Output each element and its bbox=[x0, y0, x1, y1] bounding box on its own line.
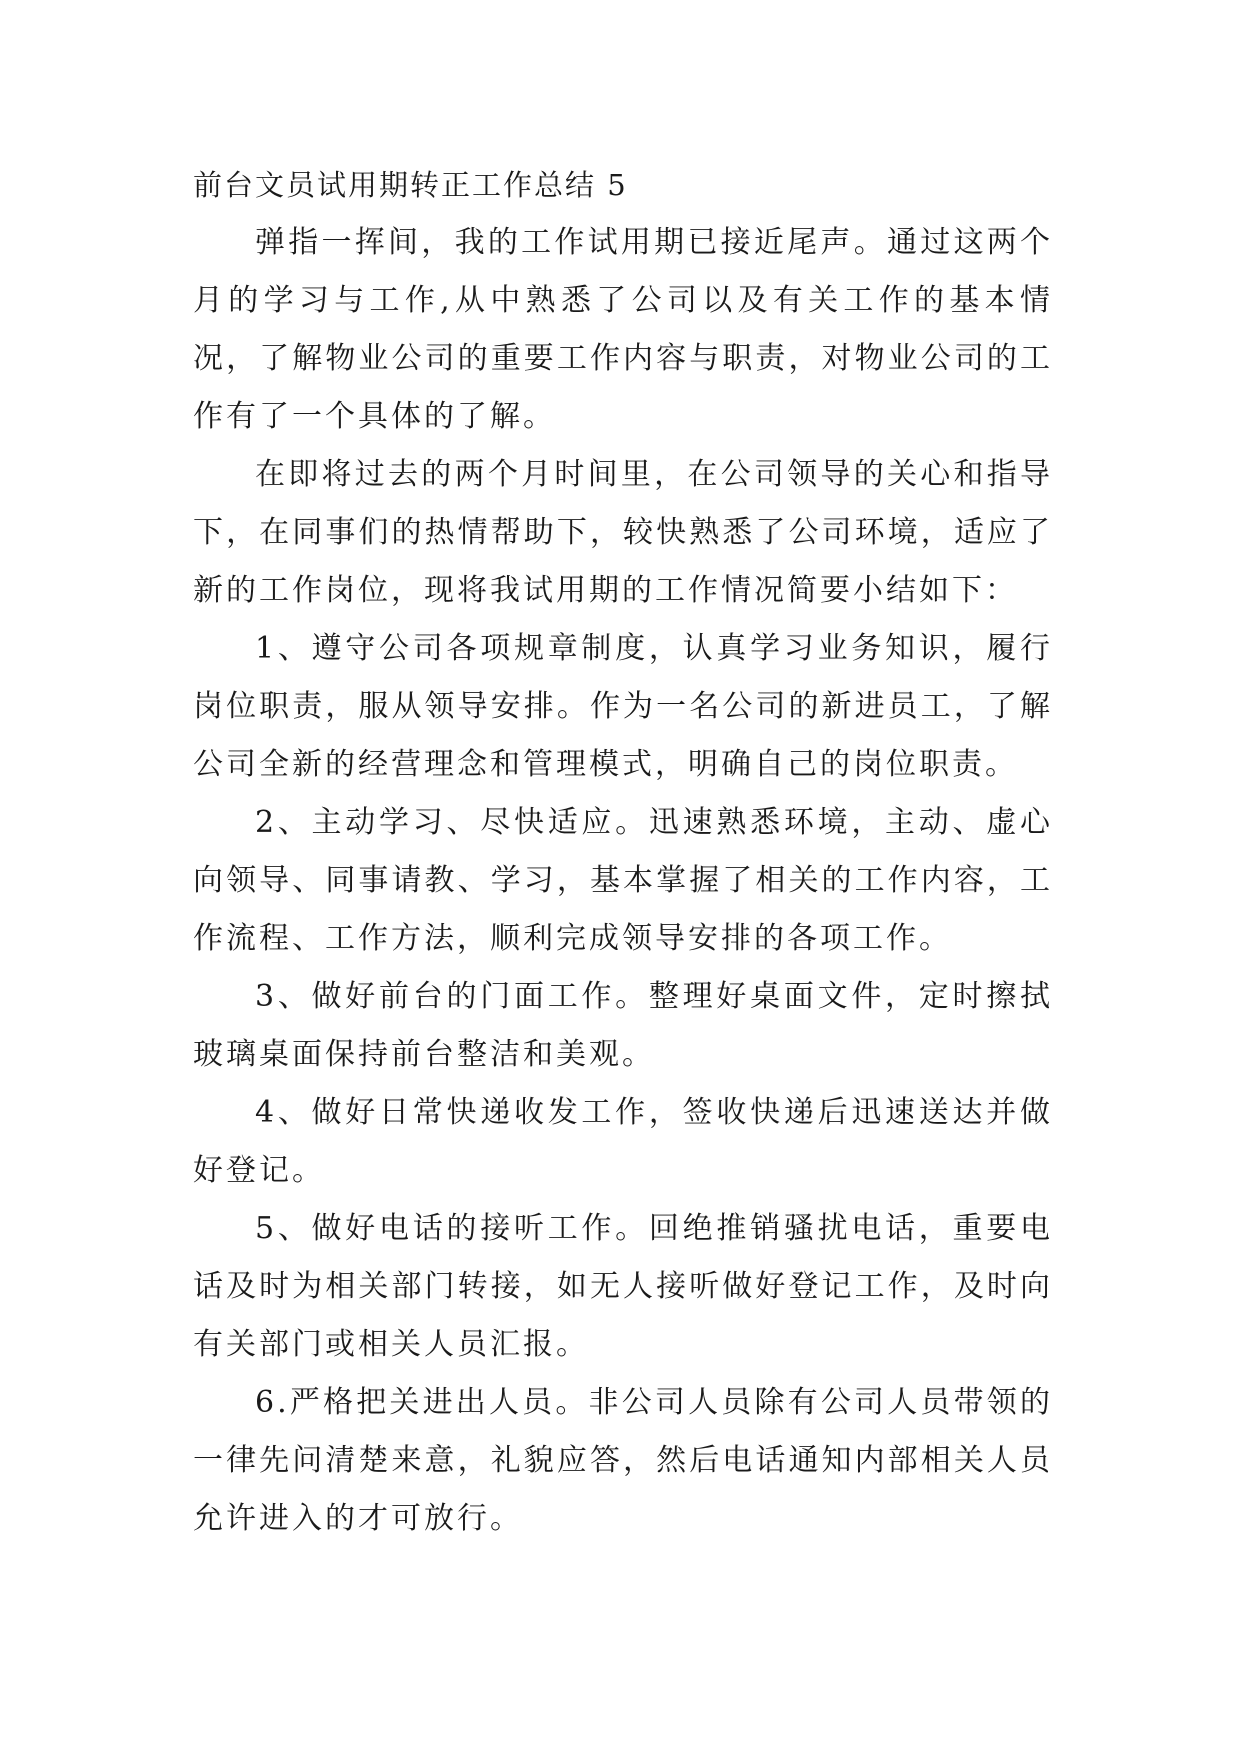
paragraph-item-4: 4、做好日常快递收发工作，签收快递后迅速送达并做好登记。 bbox=[193, 1095, 1053, 1188]
paragraph-item-6: 6.严格把关进出人员。非公司人员除有公司人员带领的一律先问清楚来意，礼貌应答，然后电话通知内部相关人员允许进入的才可放行。 bbox=[193, 1385, 1053, 1536]
paragraph-overview: 在即将过去的两个月时间里，在公司领导的关心和指导下，在同事们的热情帮助下，较快熟悉了公司环境，适应了新的工作岗位，现将我试用期的工作情况简要小结如下： bbox=[193, 457, 1053, 608]
paragraph-item-2: 2、主动学习、尽快适应。迅速熟悉环境，主动、虚心向领导、同事请教、学习，基本掌握了相关的工作内容，工作流程、工作方法，顺利完成领导安排的各项工作。 bbox=[193, 805, 1053, 956]
paragraph-item-5: 5、做好电话的接听工作。回绝推销骚扰电话，重要电话及时为相关部门转接，如无人接听做好登记工作，及时向有关部门或相关人员汇报。 bbox=[193, 1211, 1053, 1362]
paragraph-item-1: 1、遵守公司各项规章制度，认真学习业务知识，履行岗位职责，服从领导安排。作为一名公司的新进员工，了解公司全新的经营理念和管理模式，明确自己的岗位职责。 bbox=[193, 631, 1053, 782]
paragraph-item-3: 3、做好前台的门面工作。整理好桌面文件，定时擦拭玻璃桌面保持前台整洁和美观。 bbox=[193, 979, 1053, 1072]
document-page bbox=[193, 156, 1053, 1548]
paragraph-intro: 弹指一挥间，我的工作试用期已接近尾声。通过这两个月的学习与工作,从中熟悉了公司以及有关工作的基本情况，了解物业公司的重要工作内容与职责，对物业公司的工作有了一个具体的了解。 bbox=[193, 225, 1053, 434]
document-title: 前台文员试用期转正工作总结 5 bbox=[193, 168, 628, 202]
